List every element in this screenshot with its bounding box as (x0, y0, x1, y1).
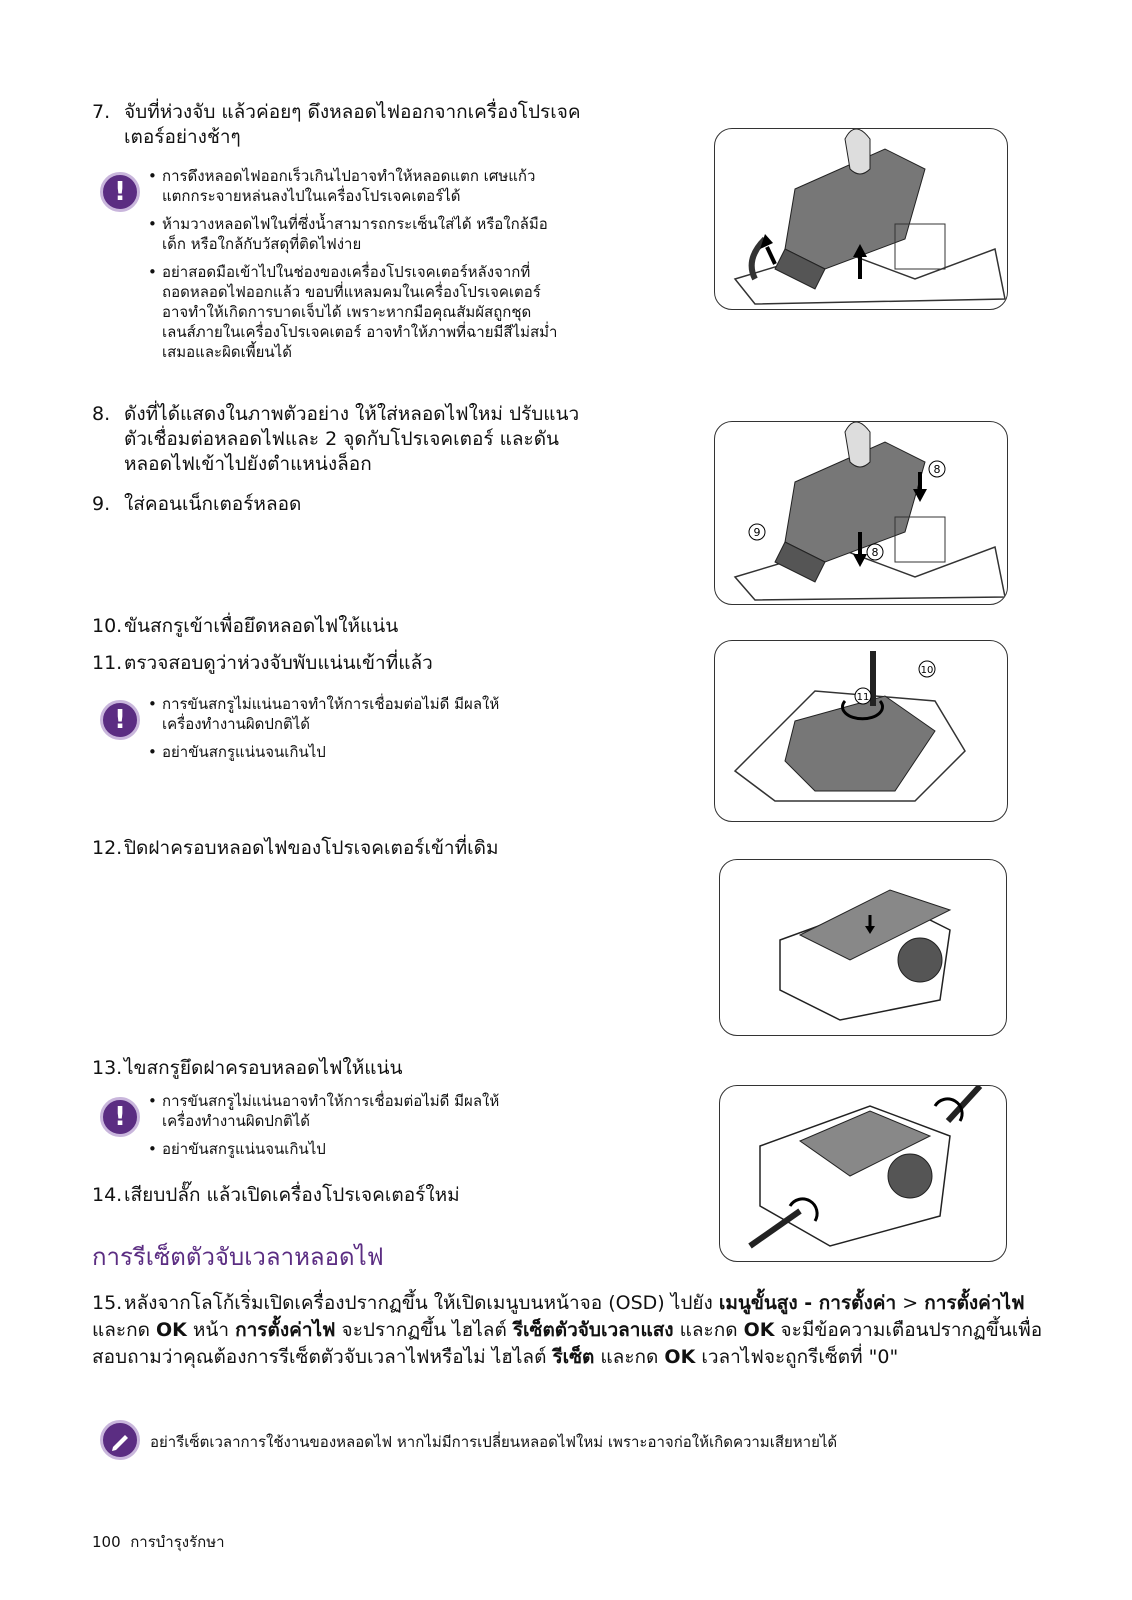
cover-screw-illustration (720, 1086, 1006, 1261)
figure-remove-lamp (714, 128, 1008, 310)
step-13: 13.ไขสกรูยึดฝาครอบหลอดไฟให้แน่น (92, 1057, 403, 1079)
callout-label: 8 (871, 546, 879, 559)
page-footer (92, 1530, 225, 1554)
warning-list-step-11 (148, 694, 652, 770)
step-15: 15.หลังจากโลโก้เริ่มเปิดเครื่องปรากฏขึ้น ให้เปิดเมนูบนหน้าจอ (OSD) ไปยัง เมนูขั้นสูง - การตั้งค่า > การตั้งค่าไฟ และกด OK หน้า การตั้งค่าไฟ จะปรากฏขึ้น ไฮไลต์ รีเซ็ตตัวจับเวลาแสง และกด OK จะมีข้อความเตือนปรากฏขึ้นเพื่อสอบถามว่าคุณต้องการรีเซ็ตตัวจับเวลาไฟหรือไม่ ไฮไลต์ รีเซ็ต และกด OK เวลาไฟจะถูกรีเซ็ตที่ "0" (92, 1292, 1043, 1368)
lamp-removal-illustration (715, 129, 1007, 309)
step-9: 9. ใส่คอนเน็กเตอร์หลอด (92, 493, 302, 515)
list-item: • อย่าสอดมือเข้าไปในช่องของเครื่องโปรเจคเตอร์หลังจากที่ ถอดหลอดไฟออกแล้ว ขอบที่แหลมคมในเครื่องโปรเจคเตอร์ อาจทำให้เกิดการบาดเจ็บได้ เพราะหากมือคุณสัมผัสถูกชุด เลนส์ภายในเครื่องโปรเจคเตอร์ อาจทำให้ภาพที่ฉายมีสีไม่สม่ำ เสมอและผิดเพี้ยนได้ (148, 262, 652, 362)
figure-close-cover (719, 859, 1007, 1036)
warning-list-step-13 (148, 1091, 652, 1167)
screw-tightening-illustration (715, 641, 1007, 821)
callout-label: 8 (933, 463, 941, 476)
warning-icon: ! (100, 1097, 140, 1137)
page-number: 100 (92, 1533, 121, 1551)
step-12: 12.ปิดฝาครอบหลอดไฟของโปรเจคเตอร์เข้าที่เดิม (92, 837, 499, 859)
step-14: 14.เสียบปลั๊ก แล้วเปิดเครื่องโปรเจคเตอร์ใหม่ (92, 1184, 460, 1206)
warning-list-step-7 (148, 166, 652, 370)
callout-label: 9 (753, 526, 761, 539)
step-11: 11.ตรวจสอบดูว่าห่วงจับพับแน่นเข้าที่แล้ว (92, 652, 433, 674)
list-item: • อย่าขันสกรูแน่นจนเกินไป (148, 742, 652, 762)
list-item: • การดึงหลอดไฟออกเร็วเกินไปอาจทำให้หลอดแตก เศษแก้ว แตกกระจายหล่นลงไปในเครื่องโปรเจคเตอร์ได้ (148, 166, 652, 206)
step-10: 10.ขันสกรูเข้าเพื่อยึดหลอดไฟให้แน่น (92, 615, 399, 637)
lamp-insertion-illustration (715, 422, 1007, 604)
list-item: • การขันสกรูไม่แน่นอาจทำให้การเชื่อมต่อไม่ดี มีผลให้ เครื่องทำงานผิดปกติได้ (148, 694, 652, 734)
callout-label: 10 (920, 665, 934, 676)
pencil-icon (100, 1420, 140, 1460)
figure-tighten-screw (714, 640, 1008, 822)
list-item: • ห้ามวางหลอดไฟในที่ซึ่งน้ำสามารถกระเซ็นใส่ได้ หรือใกล้มือ เด็ก หรือใกล้กับวัสดุที่ติดไฟง่าย (148, 214, 652, 254)
warning-icon: ! (100, 172, 140, 212)
warning-icon: ! (100, 700, 140, 740)
step-7: 7. จับที่ห่วงจับ แล้วค่อยๆ ดึงหลอดไฟออกจากเครื่องโปรเจค เตอร์อย่างช้าๆ (92, 101, 581, 148)
cover-closing-illustration (720, 860, 1006, 1035)
section-heading: การรีเซ็ตตัวจับเวลาหลอดไฟ (92, 1243, 384, 1271)
figure-screw-cover (719, 1085, 1007, 1262)
list-item: • อย่าขันสกรูแน่นจนเกินไป (148, 1139, 652, 1159)
note-text: อย่ารีเซ็ตเวลาการใช้งานของหลอดไฟ หากไม่มีการเปลี่ยนหลอดไฟใหม่ เพราะอาจก่อให้เกิดความเสียหายได้ (150, 1433, 838, 1451)
step-8: 8. ดังที่ได้แสดงในภาพตัวอย่าง ให้ใส่หลอดไฟใหม่ ปรับแนว ตัวเชื่อมต่อหลอดไฟและ 2 จุดกับโปรเจคเตอร์ และดัน หลอดไฟเข้าไปยังตำแหน่งล็อก (92, 403, 580, 475)
figure-insert-lamp (714, 421, 1008, 605)
chapter-title: การบำรุงรักษา (130, 1533, 225, 1551)
list-item: • การขันสกรูไม่แน่นอาจทำให้การเชื่อมต่อไม่ดี มีผลให้ เครื่องทำงานผิดปกติได้ (148, 1091, 652, 1131)
callout-label: 11 (856, 692, 870, 703)
